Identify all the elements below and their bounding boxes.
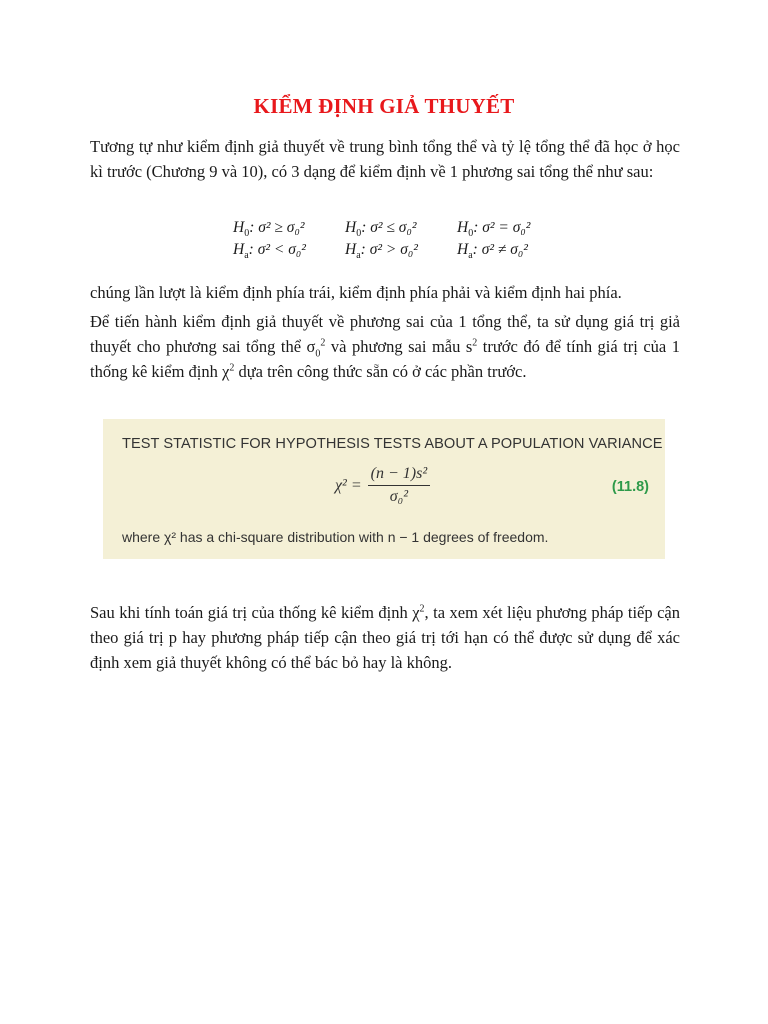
formula-where-note: where χ² has a chi-square distribution with n − 1 degrees of freedom. xyxy=(122,529,549,545)
formula-box-title: TEST STATISTIC FOR HYPOTHESIS TESTS ABOUT A POPULATION VARIANCE xyxy=(122,436,663,452)
page-title: KIỂM ĐỊNH GIẢ THUYẾT xyxy=(253,94,515,118)
alt-hypotheses-row xyxy=(233,239,569,261)
equation-number: (11.8) xyxy=(611,479,649,495)
formula-denominator: σ₀² xyxy=(389,488,408,505)
hypotheses-grid xyxy=(233,217,569,261)
intro-paragraph: Tương tự như kiểm định giả thuyết về trung bình tổng thể và tỷ lệ tổng thể đã học ở học kì trước (Chương 9 và 10), có 3 dạng để kiểm định về 1 phương sai tổng thể như sau: xyxy=(90,137,680,181)
test-types-paragraph: chúng lần lượt là kiểm định phía trái, kiểm định phía phải và kiểm định hai phía. xyxy=(90,283,622,302)
two-tail-ha: $H_a$: σ² ≠ σ₀² xyxy=(457,241,528,262)
left-tail-h0: $H_0$: σ² ≥ σ₀² xyxy=(233,219,305,240)
formula-lhs: χ² = xyxy=(335,476,362,494)
null-hypotheses-row xyxy=(233,217,569,239)
formula-box xyxy=(103,419,665,559)
formula-numerator: (n − 1)s² xyxy=(368,465,430,486)
formula-fraction xyxy=(368,465,430,506)
conclusion-paragraph: Sau khi tính toán giá trị của thống kê kiểm định $\chi^2$, ta xem xét liệu phương pháp tiếp cận theo giá trị p hay phương pháp tiếp cận theo giá trị tới hạn có thể được sử dụng để xác định xem giả thuyết không có thể bác bỏ hay là không. xyxy=(90,603,680,672)
two-tail-h0: $H_0$: σ² = σ₀² xyxy=(457,219,531,240)
right-tail-ha: $H_a$: σ² > σ₀² xyxy=(345,241,418,262)
chi-square-formula xyxy=(335,465,430,506)
left-tail-ha: $H_a$: σ² < σ₀² xyxy=(233,241,306,262)
right-tail-h0: $H_0$: σ² ≤ σ₀² xyxy=(345,219,417,240)
statistic-paragraph: Để tiến hành kiểm định giả thuyết về phương sai của 1 tổng thể, ta sử dụng giá trị giả thuyết cho phương sai tổng thể $\sigma_0^2$ và phương sai mẫu $s^2$ trước đó để tính giá trị của 1 thống kê kiểm định $\chi^2$ dựa trên công thức sẵn có ở các phần trước. xyxy=(90,312,681,381)
